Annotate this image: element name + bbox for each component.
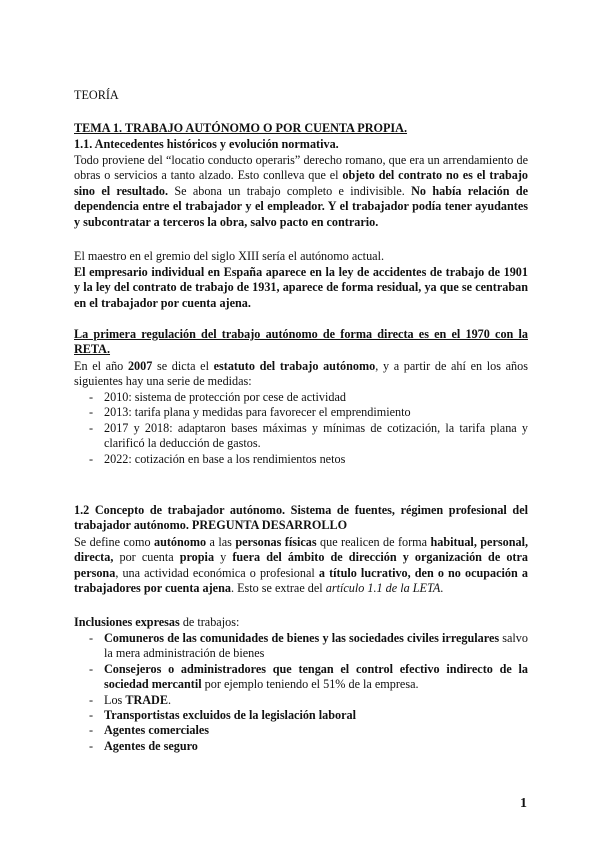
list-item: - Transportistas excluidos de la legislación laboral (74, 708, 528, 723)
paragraph-maestro: El maestro en el gremio del siglo XIII sería el autónomo actual. (74, 249, 385, 263)
paragraph-2007: En el año 2007 se dicta el estatuto del trabajo autónomo, y a partir de ahí en los años siguientes hay una serie de medidas: (74, 359, 528, 389)
list-item: - 2017 y 2018: adaptaron bases máximas y mínimas de cotización, la tarifa plana y clarificó la deducción de gastos. (74, 421, 528, 452)
list-item: - 2022: cotización en base a los rendimientos netos (74, 452, 528, 467)
paragraph-empresario: El empresario individual en España aparece en la ley de accidentes de trabajo de 1901 y la ley del contrato de trabajo de 1931, aparece de forma residual, ya que se centraban en el trabajador por cuenta ajena. (74, 265, 528, 310)
tema-title: TEMA 1. TRABAJO AUTÓNOMO O POR CUENTA PROPIA. (74, 121, 408, 135)
list-item: - 2010: sistema de protección por cese de actividad (74, 390, 528, 405)
page-number: 1 (520, 796, 527, 811)
reta-title: La primera regulación del trabajo autónomo de forma directa es en el 1970 con la RETA. (74, 327, 528, 357)
section-1-1-title: 1.1. Antecedentes históricos y evolución normativa. (74, 137, 339, 151)
inclusiones-list (74, 631, 528, 754)
list-item: - Consejeros o administradores que tengan el control efectivo indirecto de la sociedad mercantil por ejemplo teniendo el 51% de la empresa. (74, 662, 528, 693)
list-item: - Agentes de seguro (74, 739, 528, 754)
list-item: - Comuneros de las comunidades de bienes y las sociedades civiles irregulares salvo la mera administración de bienes (74, 631, 528, 662)
list-item: - Agentes comerciales (74, 723, 528, 738)
page-heading: TEORÍA (74, 88, 119, 102)
section-1-2-title: 1.2 Concepto de trabajador autónomo. Sistema de fuentes, régimen profesional del trabajador autónomo. PREGUNTA DESARROLLO (74, 503, 528, 533)
paragraph-definition: Se define como autónomo a las personas físicas que realicen de forma habitual, personal, directa, por cuenta propia y fuera del ámbito de dirección y organización de otra persona, una actividad económica o profesional a título lucrativo, den o no ocupación a trabajadores por cuenta ajena. Esto se extrae del artículo 1.1 de la LETA. (74, 535, 529, 596)
inclusiones-heading: Inclusiones expresas de trabajos: (74, 615, 240, 629)
list-item: - Los TRADE. (74, 693, 528, 708)
paragraph-locatio: Todo proviene del “locatio conducto operaris” derecho romano, que era un arrendamiento de obras o servicios a tanto alzado. Esto conlleva que el objeto del contrato no es el trabajo sino el resultado. Se abona un trabajo completo e indivisible. No había relación de dependencia entre el trabajador y el empleador. Y el trabajador podía tener ayudantes y subcontratar a terceros la obra, salvo pacto en contrario. (74, 153, 529, 229)
list-item: - 2013: tarifa plana y medidas para favorecer el emprendimiento (74, 405, 528, 420)
measures-list (74, 390, 528, 467)
